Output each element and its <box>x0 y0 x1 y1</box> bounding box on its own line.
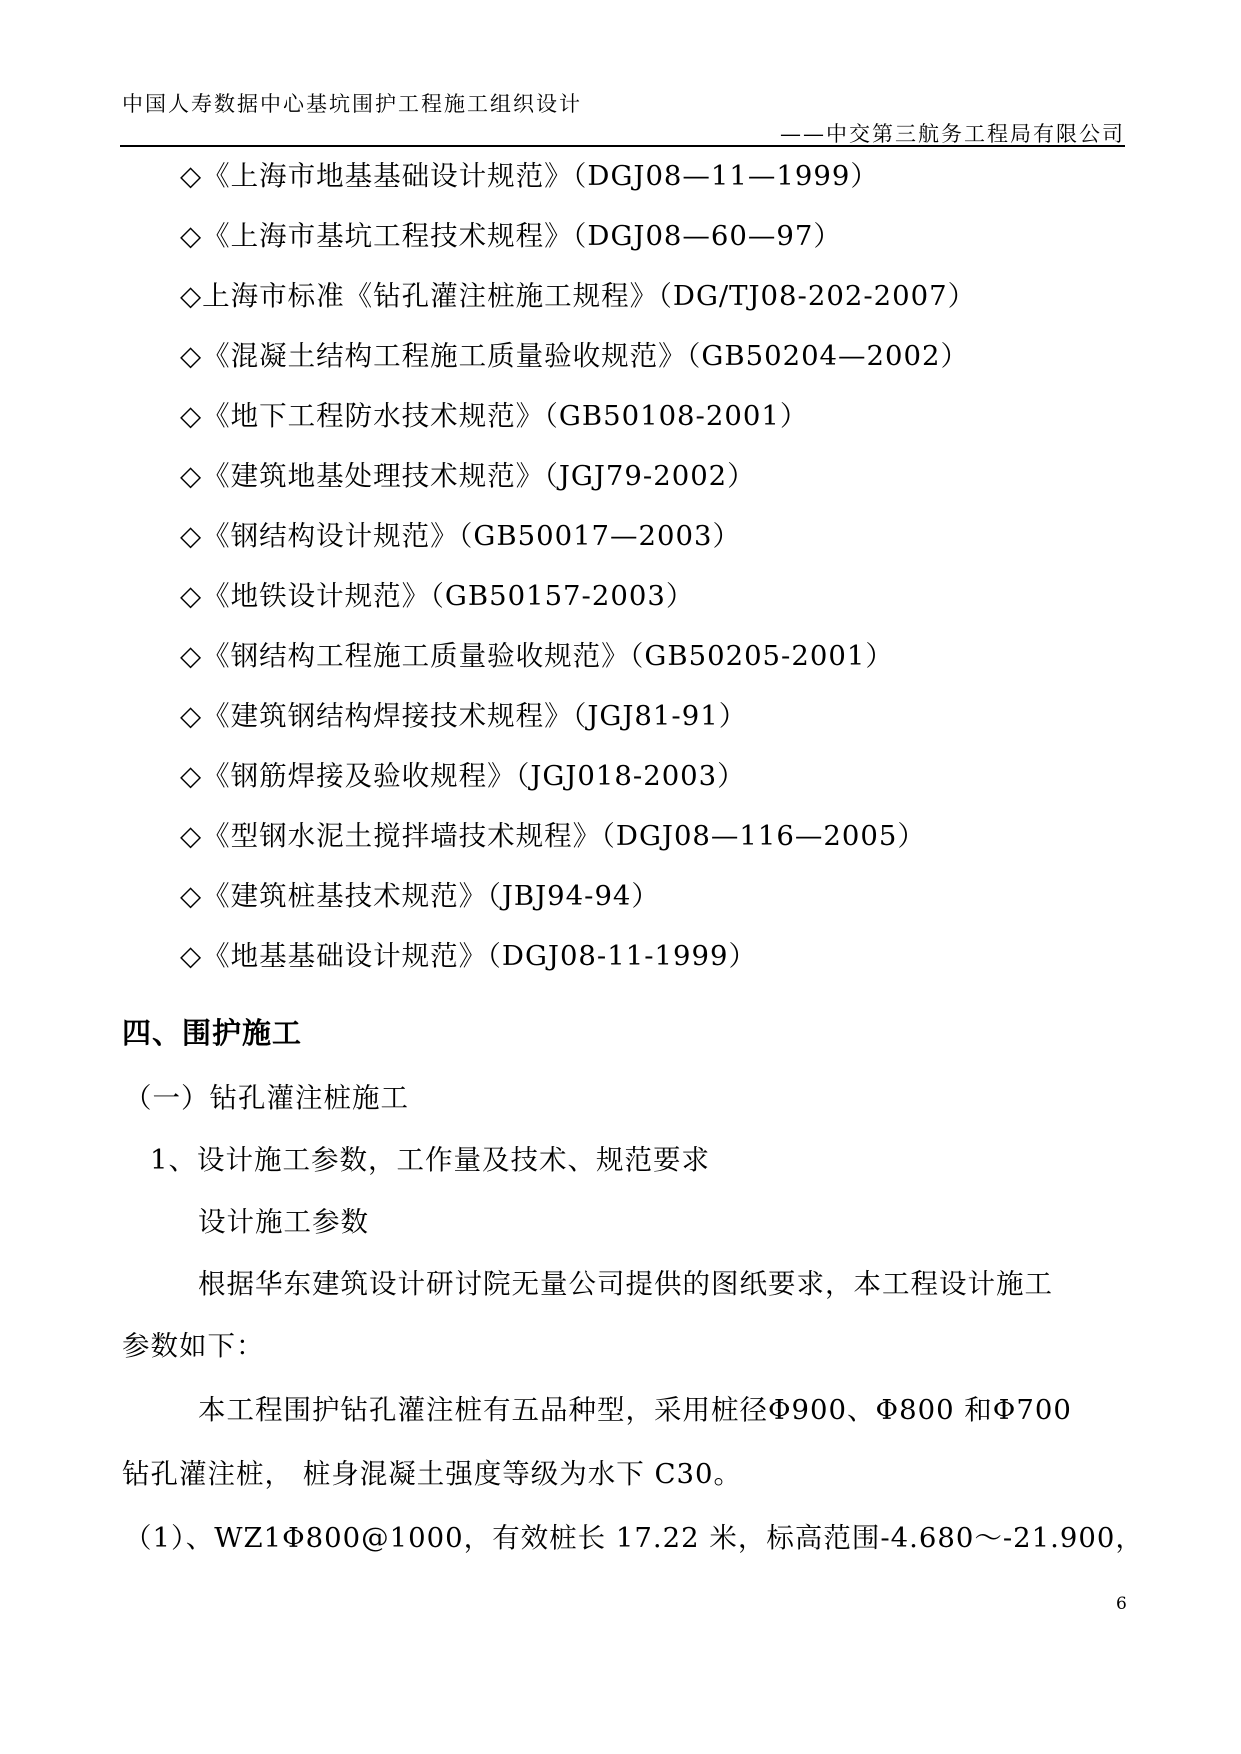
standard-item: ◇《上海市基坑工程技术规程》（DGJ08—60—97） <box>180 220 842 252</box>
section-heading: 四、围护施工 <box>122 1016 303 1050</box>
header-title: 中国人寿数据中心基坑围护工程施工组织设计 <box>122 92 582 116</box>
standard-item: ◇《混凝土结构工程施工质量验收规范》（GB50204—2002） <box>180 340 970 372</box>
header-company: ——中交第三航务工程局有限公司 <box>780 122 1125 146</box>
standard-item: ◇《钢结构设计规范》（GB50017—2003） <box>180 520 742 552</box>
standard-item: ◇《上海市地基基础设计规范》（DGJ08—11—1999） <box>180 160 879 192</box>
subsection-subtitle: 设计施工参数 <box>198 1206 369 1238</box>
paragraph-line: 钻孔灌注桩， 桩身混凝土强度等级为水下 C30。 <box>122 1458 743 1490</box>
page-number: 6 <box>1116 1594 1127 1614</box>
standard-item: ◇《建筑地基处理技术规范》（JGJ79-2002） <box>180 460 756 492</box>
paragraph-line: 根据华东建筑设计研讨院无量公司提供的图纸要求，本工程设计施工 <box>198 1268 1053 1300</box>
paragraph-line: 参数如下： <box>122 1330 265 1362</box>
standard-item: ◇《钢筋焊接及验收规程》（JGJ018-2003） <box>180 760 746 792</box>
standard-item: ◇《钢结构工程施工质量验收规范》（GB50205-2001） <box>180 640 894 672</box>
standard-item: ◇《建筑桩基技术规范》（JBJ94-94） <box>180 880 660 912</box>
paragraph-line: 本工程围护钻孔灌注桩有五品种型，采用桩径Φ900、Φ800 和Φ700 <box>198 1394 1072 1426</box>
list-item: （1）、WZ1Φ800@1000，有效桩长 17.22 米，标高范围-4.680～-21.900， <box>124 1522 1144 1554</box>
subsection-title: （一）钻孔灌注桩施工 <box>124 1082 409 1114</box>
standard-item: ◇《地基基础设计规范》（DGJ08-11-1999） <box>180 940 757 972</box>
standard-item: ◇上海市标准《钻孔灌注桩施工规程》（DG/TJ08-202-2007） <box>180 280 977 312</box>
header-divider <box>120 145 1125 147</box>
standard-item: ◇《建筑钢结构焊接技术规程》（JGJ81-91） <box>180 700 748 732</box>
standard-item: ◇《地铁设计规范》（GB50157-2003） <box>180 580 695 612</box>
subsection-item: 1、设计施工参数，工作量及技术、规范要求 <box>150 1144 710 1176</box>
standard-item: ◇《型钢水泥土搅拌墙技术规程》（DGJ08—116—2005） <box>180 820 926 852</box>
standard-item: ◇《地下工程防水技术规范》（GB50108-2001） <box>180 400 809 432</box>
